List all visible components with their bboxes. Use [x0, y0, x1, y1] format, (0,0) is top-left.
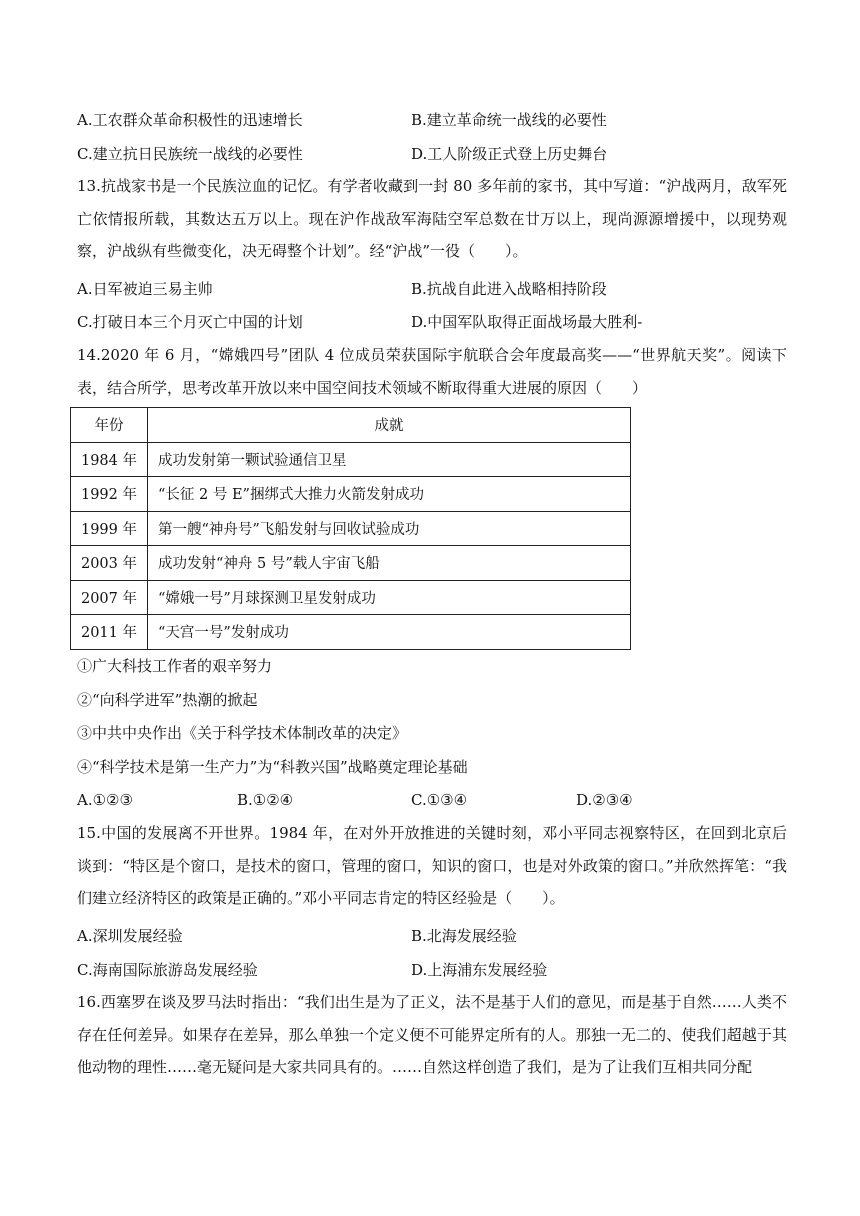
- q14-statement-3: ③中共中央作出《关于科学技术体制改革的决定》: [77, 724, 408, 742]
- q14-option-b: B.①②④: [237, 791, 294, 809]
- achievements-table: [70, 407, 631, 650]
- year-cell: 1992 年: [71, 477, 148, 512]
- q13-option-c: C.打破日本三个月灭亡中国的计划: [77, 313, 303, 331]
- q12-option-d: D.工人阶级正式登上历史舞台: [411, 145, 608, 163]
- column-header-achievement: 成就: [148, 408, 631, 443]
- table-row: [71, 442, 631, 477]
- q13-option-a: A.日军被迫三易主帅: [77, 280, 213, 298]
- achievement-cell: “天宫一号”发射成功: [148, 615, 631, 650]
- year-cell: 2007 年: [71, 580, 148, 615]
- q12-option-c: C.建立抗日民族统一战线的必要性: [77, 145, 303, 163]
- table-header-row: [71, 408, 631, 443]
- q15-option-b: B.北海发展经验: [411, 927, 517, 945]
- table-row: [71, 511, 631, 546]
- q14-option-d: D.②③④: [576, 791, 633, 809]
- year-cell: 2003 年: [71, 546, 148, 581]
- q13-option-d: D.中国军队取得正面战场最大胜利-: [411, 313, 643, 331]
- q14-statement-2: ②“向科学进军”热潮的掀起: [77, 691, 258, 709]
- achievement-cell: “长征 2 号 E”捆绑式大推力火箭发射成功: [148, 477, 631, 512]
- table-row: [71, 615, 631, 650]
- achievement-cell: 成功发射“神舟 5 号”载人宇宙飞船: [148, 546, 631, 581]
- q12-option-a: A.工农群众革命积极性的迅速增长: [77, 111, 303, 129]
- q13-stem: 13.抗战家书是一个民族泣血的记忆。有学者收藏到一封 80 多年前的家书，其中写道：“沪战两月，敌军死亡依情报所载，其数达五万以上。现在沪作战敌军海陆空军总数在廿万以上，现尚源源增援中，以现势观察，沪战纵有些微变化，决无碍整个计划”。经“沪战”一役（ ）。: [77, 177, 787, 260]
- year-cell: 2011 年: [71, 615, 148, 650]
- q14-option-a: A.①②③: [77, 791, 133, 809]
- year-cell: 1984 年: [71, 442, 148, 477]
- achievement-cell: 第一艘“神舟号”飞船发射与回收试验成功: [148, 511, 631, 546]
- q15-option-a: A.深圳发展经验: [77, 927, 183, 945]
- q14-statement-1: ①广大科技工作者的艰辛努力: [77, 657, 273, 675]
- q13-option-b: B.抗战自此进入战略相持阶段: [411, 280, 607, 298]
- q15-option-c: C.海南国际旅游岛发展经验: [77, 961, 258, 979]
- achievement-cell: “嫦娥一号”月球探测卫星发射成功: [148, 580, 631, 615]
- table-row: [71, 477, 631, 512]
- table-row: [71, 580, 631, 615]
- q12-option-b: B.建立革命统一战线的必要性: [411, 111, 607, 129]
- column-header-year: 年份: [71, 408, 148, 443]
- q16-stem: 16.西塞罗在谈及罗马法时指出：“我们出生是为了正义，法不是基于人们的意见，而是基于自然……人类不存在任何差异。如果存在差异，那么单独一个定义便不可能界定所有的人。那独一无二的、使我们超越于其他动物的理性……毫无疑问是大家共同具有的。……自然这样创造了我们，是为了让我们互相共同分配: [77, 993, 787, 1076]
- q14-stem: 14.2020 年 6 月，“嫦娥四号”团队 4 位成员荣获国际宇航联合会年度最高奖——“世界航天奖”。阅读下表，结合所学，思考改革开放以来中国空间技术领域不断取得重大进展的原因（ ）: [77, 346, 787, 397]
- q15-option-d: D.上海浦东发展经验: [411, 961, 548, 979]
- q14-option-c: C.①③④: [411, 791, 468, 809]
- table-row: [71, 546, 631, 581]
- year-cell: 1999 年: [71, 511, 148, 546]
- q15-stem: 15.中国的发展离不开世界。1984 年，在对外开放推进的关键时刻，邓小平同志视察特区，在回到北京后谈到：“特区是个窗口，是技术的窗口，管理的窗口，知识的窗口，也是对外政策的窗口。”并欣然挥笔：“我们建立经济特区的政策是正确的。”邓小平同志肯定的特区经验是（ ）。: [77, 824, 787, 907]
- achievement-cell: 成功发射第一颗试验通信卫星: [148, 442, 631, 477]
- q14-statement-4: ④“科学技术是第一生产力”为“科教兴国”战略奠定理论基础: [77, 758, 468, 776]
